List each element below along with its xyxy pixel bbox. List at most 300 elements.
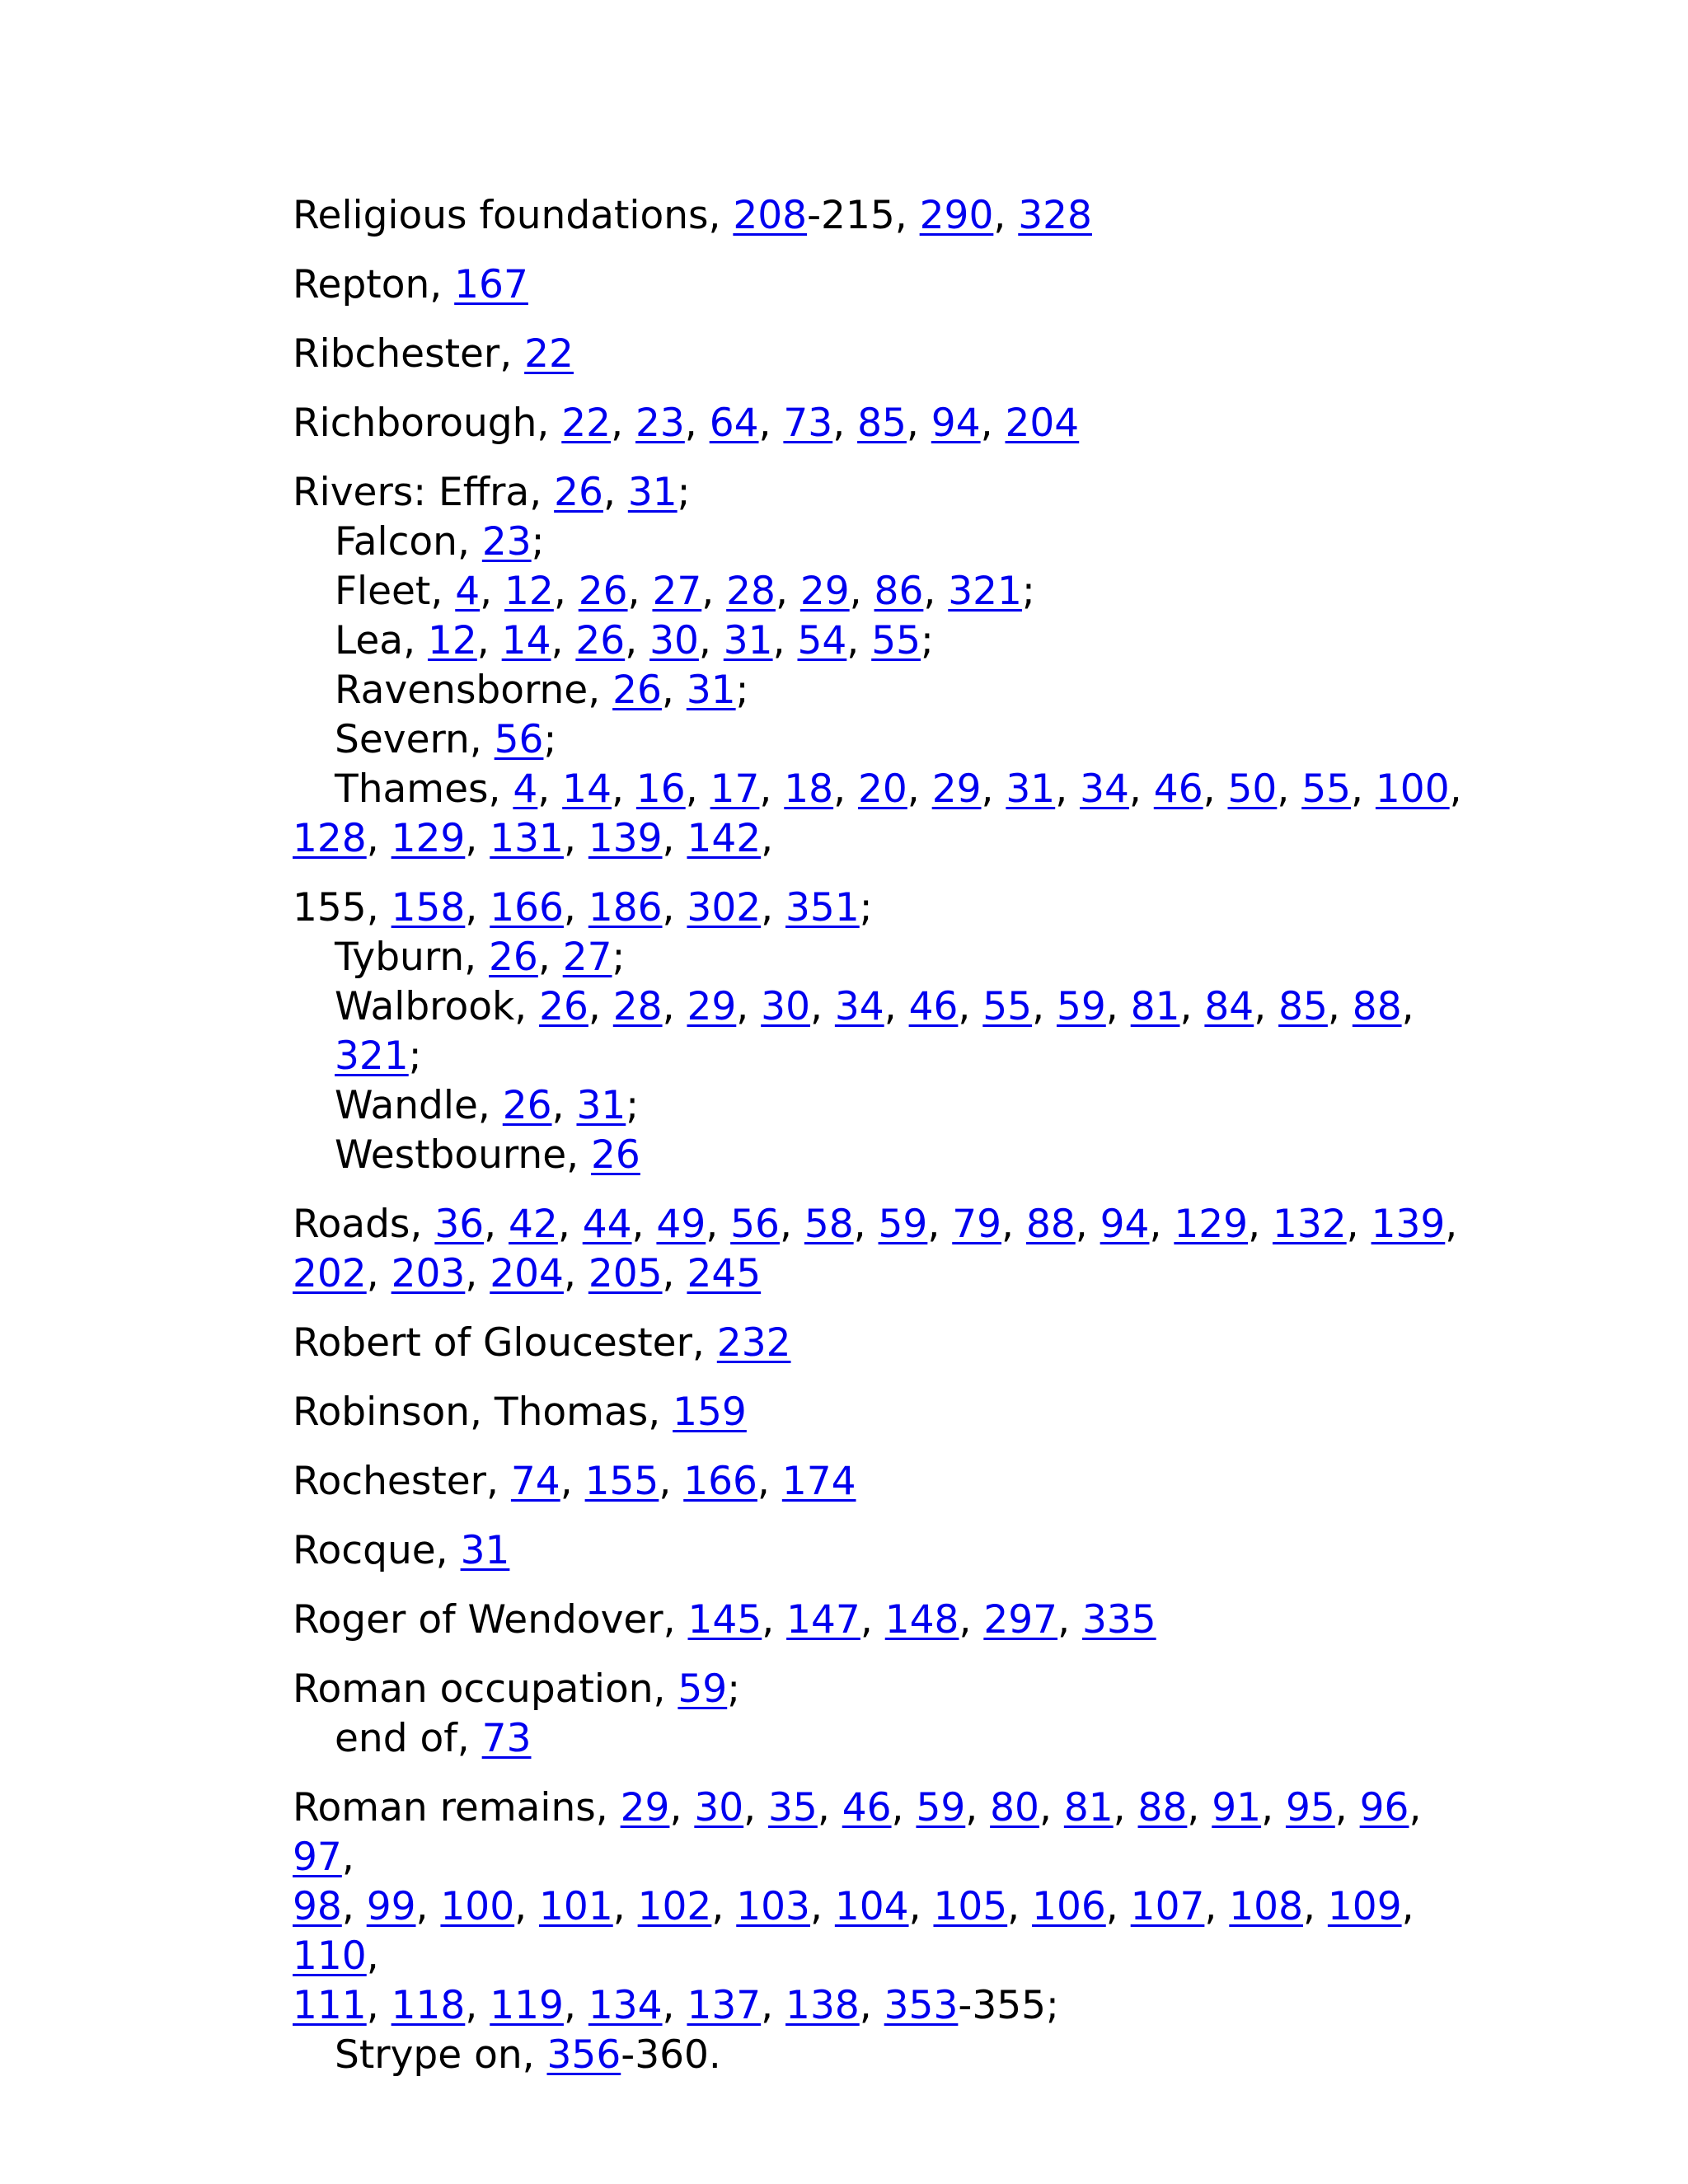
page-number-link[interactable]: 96 [1359, 1785, 1409, 1830]
index-text: , [514, 1884, 540, 1929]
index-text: , [484, 1202, 509, 1247]
page-number-link[interactable]: 356 [546, 2032, 621, 2078]
page-number-link[interactable]: 31 [686, 668, 736, 713]
index-text: , [627, 569, 653, 614]
page-number-link[interactable]: 50 [1227, 766, 1278, 812]
page-number-link[interactable]: 86 [874, 569, 924, 614]
page-number-link[interactable]: 328 [1018, 193, 1092, 238]
index-text: , [563, 816, 588, 861]
index-text: -355; [958, 1983, 1059, 2028]
page-number-link[interactable]: 28 [612, 984, 663, 1029]
index-text: , [1001, 1202, 1026, 1247]
index-text: ; [727, 1666, 741, 1712]
page-number-link[interactable]: 84 [1204, 984, 1254, 1029]
index-subentry-line [293, 518, 545, 567]
page-number-link[interactable]: 26 [489, 935, 538, 980]
index-text: Religious foundations, [293, 193, 734, 238]
page-number-link[interactable]: 55 [871, 618, 921, 663]
index-subentry-line [293, 2031, 721, 2080]
index-text: , [366, 1251, 392, 1296]
index-text: Walbrook, [335, 984, 540, 1029]
page-number-link[interactable]: 85 [1278, 984, 1328, 1029]
page-number-link[interactable]: 128 [293, 816, 367, 861]
index-text: , [684, 401, 710, 446]
page-number-link[interactable]: 30 [694, 1785, 744, 1830]
index-text: , [1039, 1785, 1064, 1830]
index-text: , [1401, 984, 1414, 1029]
page-number-link[interactable]: 81 [1130, 984, 1180, 1029]
index-entry [293, 330, 1471, 379]
index-text: , [965, 1785, 991, 1830]
index-subentry-line [293, 666, 748, 715]
index-text: Rocque, [293, 1528, 461, 1573]
page-number-link[interactable]: 29 [687, 984, 737, 1029]
page-number-link[interactable]: 59 [916, 1785, 966, 1830]
page-number-link[interactable]: 26 [612, 668, 662, 713]
index-text: Westbourne, [335, 1132, 592, 1178]
index-text: , [1334, 1785, 1360, 1830]
index-text: , [662, 816, 687, 861]
index-text: , [980, 401, 1006, 446]
page-number-link[interactable]: 26 [502, 1083, 552, 1128]
page-number-link[interactable]: 22 [561, 401, 612, 446]
index-text: Robert of Gloucester, [293, 1320, 717, 1366]
index-text: , [1351, 766, 1376, 812]
page-number-link[interactable]: 64 [709, 401, 759, 446]
page-number-link[interactable]: 31 [460, 1528, 510, 1573]
page-number-link[interactable]: 166 [490, 885, 564, 930]
page-number-link[interactable]: 131 [490, 816, 564, 861]
index-text: , [341, 1835, 354, 1880]
page-number-link[interactable]: 101 [539, 1884, 613, 1929]
page-number-link[interactable]: 26 [539, 984, 588, 1029]
page-number-link[interactable]: 351 [785, 885, 860, 930]
page-number-link[interactable]: 202 [293, 1251, 367, 1296]
index-text: , [1057, 1597, 1082, 1643]
page-number-link[interactable]: 98 [293, 1884, 342, 1929]
page-number-link[interactable]: 26 [591, 1132, 640, 1178]
page-number-link[interactable]: 106 [1032, 1884, 1106, 1929]
index-text: , [761, 816, 774, 861]
page-number-link[interactable]: 321 [948, 569, 1022, 614]
index-text: , [891, 1785, 917, 1830]
index-entry [293, 1200, 1471, 1299]
page-number-link[interactable]: 111 [293, 1983, 367, 2028]
index-subentry-line [293, 1131, 640, 1180]
index-text: -360. [621, 2032, 721, 2078]
index-text: , [465, 885, 490, 930]
page-number-link[interactable]: 55 [982, 984, 1033, 1029]
index-subentry-line [293, 933, 625, 982]
page-number-link[interactable]: 100 [440, 1884, 515, 1929]
page-number-link[interactable]: 31 [576, 1083, 626, 1128]
index-entry [293, 1319, 1471, 1368]
index-text: , [685, 766, 710, 812]
page-number-link[interactable]: 46 [842, 1785, 892, 1830]
page-number-link[interactable]: 34 [834, 984, 884, 1029]
index-text: , [779, 1202, 804, 1247]
index-subentry-line [293, 1714, 531, 1764]
page-number-link[interactable]: 97 [293, 1835, 342, 1880]
index-text: , [537, 935, 563, 980]
index-text: Roger of Wendover, [293, 1597, 688, 1643]
index-text: , [560, 1459, 585, 1504]
page-number-link[interactable]: 26 [578, 569, 628, 614]
page-number-link[interactable]: 59 [1056, 984, 1106, 1029]
index-entry-line [293, 1320, 791, 1366]
page-number-link[interactable]: 30 [649, 618, 699, 663]
index-text: , [706, 1202, 731, 1247]
page-number-link[interactable]: 139 [1371, 1202, 1446, 1247]
page-number-link[interactable]: 94 [1100, 1202, 1150, 1247]
index-text: , [1105, 1884, 1131, 1929]
page-number-link[interactable]: 129 [1174, 1202, 1249, 1247]
page-number-link[interactable]: 335 [1081, 1597, 1156, 1643]
page-number-link[interactable]: 17 [710, 766, 760, 812]
index-entry-line [293, 1983, 1059, 2028]
index-text: , [612, 1884, 638, 1929]
index-text: , [1075, 1202, 1100, 1247]
index-text: , [465, 816, 490, 861]
index-text: Roman remains, [293, 1785, 621, 1830]
page-number-link[interactable]: 29 [620, 1785, 670, 1830]
page-number-link[interactable]: 85 [857, 401, 907, 446]
page-number-link[interactable]: 142 [687, 816, 762, 861]
page-number-link[interactable]: 36 [434, 1202, 485, 1247]
index-text: Tyburn, [335, 935, 489, 980]
page-number-link[interactable]: 158 [391, 885, 466, 930]
index-text: , [1449, 766, 1462, 812]
page-number-link[interactable]: 204 [490, 1251, 564, 1296]
index-entry [293, 883, 1471, 1180]
index-text: ; [531, 519, 545, 565]
index-text: ; [859, 885, 873, 930]
index-text: , [631, 1202, 657, 1247]
page-number-link[interactable]: 155 [584, 1459, 659, 1504]
index-text: Thames, [335, 766, 513, 812]
index-text: , [809, 984, 835, 1029]
page-number-link[interactable]: 59 [678, 1666, 728, 1712]
page-number-link[interactable]: 353 [884, 1983, 959, 2028]
index-text: , [1248, 1202, 1273, 1247]
index-subentry-line [293, 1081, 639, 1131]
index-entry-line [293, 1251, 761, 1296]
index-entry [293, 1388, 1471, 1437]
page-number-link[interactable]: 110 [293, 1933, 367, 1979]
page-number-link[interactable]: 54 [797, 618, 847, 663]
page-number-link[interactable]: 12 [504, 569, 554, 614]
page-number-link[interactable]: 31 [627, 470, 678, 515]
page-number-link[interactable]: 34 [1080, 766, 1129, 812]
index-entry-line [293, 262, 528, 307]
page-number-link[interactable]: 118 [391, 1983, 466, 2028]
index-text: -215, [807, 193, 920, 238]
page-number-link[interactable]: 88 [1352, 984, 1402, 1029]
page-number-link[interactable]: 30 [761, 984, 810, 1029]
page-number-link[interactable]: 88 [1025, 1202, 1076, 1247]
page-number-link[interactable]: 109 [1327, 1884, 1402, 1929]
index-text: , [1007, 1884, 1033, 1929]
index-text: , [1128, 766, 1154, 812]
index-text: , [853, 1202, 879, 1247]
page-number-link[interactable]: 103 [736, 1884, 810, 1929]
page-number-link[interactable]: 102 [637, 1884, 712, 1929]
page-number-link[interactable]: 31 [1006, 766, 1056, 812]
page-number-link[interactable]: 74 [510, 1459, 560, 1504]
page-number-link[interactable]: 208 [733, 193, 808, 238]
index-text: , [711, 1884, 737, 1929]
index-text: , [537, 766, 563, 812]
index-entry-line [293, 1528, 509, 1573]
index-text: , [1149, 1202, 1175, 1247]
index-text: , [736, 984, 762, 1029]
index-text: , [906, 401, 931, 446]
page-number-link[interactable]: 105 [933, 1884, 1008, 1929]
page-number-link[interactable]: 4 [455, 569, 481, 614]
page-number-link[interactable]: 22 [524, 331, 574, 377]
page-number-link[interactable]: 73 [481, 1716, 532, 1761]
index-text: , [743, 1785, 769, 1830]
page-number-link[interactable]: 42 [509, 1202, 558, 1247]
index-text: ; [626, 1083, 640, 1128]
index-subentry-line [293, 982, 1471, 1081]
page-number-link[interactable]: 49 [656, 1202, 706, 1247]
page-number-link[interactable]: 107 [1130, 1884, 1205, 1929]
index-text: , [859, 1983, 884, 2028]
page-number-link[interactable]: 44 [582, 1202, 632, 1247]
index-text: , [1179, 984, 1205, 1029]
index-entry-line [293, 1597, 1156, 1643]
page-number-link[interactable]: 28 [726, 569, 776, 614]
page-number-link[interactable]: 132 [1272, 1202, 1347, 1247]
page-number-link[interactable]: 129 [391, 816, 466, 861]
index-text: Fleet, [335, 569, 456, 614]
index-entry [293, 1783, 1471, 2080]
index-text: , [849, 569, 874, 614]
page-number-link[interactable]: 204 [1005, 401, 1080, 446]
index-text: , [625, 618, 650, 663]
index-text: , [611, 401, 635, 446]
page-number-link[interactable]: 139 [588, 816, 663, 861]
index-text: , [415, 1884, 441, 1929]
index-text: , [551, 1083, 577, 1128]
index-text: , [1401, 1884, 1414, 1929]
page-number-link[interactable]: 27 [562, 935, 612, 980]
index-text: , [1303, 1884, 1328, 1929]
page-number-link[interactable]: 20 [857, 766, 907, 812]
page-number-link[interactable]: 148 [884, 1597, 959, 1643]
page-number-link[interactable]: 26 [575, 618, 626, 663]
index-entry [293, 191, 1471, 241]
page-number-link[interactable]: 147 [786, 1597, 860, 1643]
index-text: , [1409, 1785, 1422, 1830]
page-number-link[interactable]: 166 [683, 1459, 757, 1504]
index-text: ; [408, 1033, 422, 1079]
page-number-link[interactable]: 14 [501, 618, 551, 663]
page-number-link[interactable]: 99 [366, 1884, 416, 1929]
page-number-link[interactable]: 23 [481, 519, 532, 565]
page-number-link[interactable]: 55 [1301, 766, 1352, 812]
page-number-link[interactable]: 79 [952, 1202, 1002, 1247]
page-number-link[interactable]: 46 [1153, 766, 1203, 812]
index-text: Strype on, [335, 2032, 547, 2078]
page-number-link[interactable]: 134 [588, 1983, 663, 2028]
index-text: , [366, 816, 392, 861]
index-text: , [662, 984, 687, 1029]
index-text: Lea, [335, 618, 428, 663]
index-text: , [659, 1459, 684, 1504]
page-number-link[interactable]: 119 [490, 1983, 564, 2028]
index-text: , [563, 1251, 588, 1296]
index-text: , [465, 1251, 490, 1296]
index-text: , [611, 766, 636, 812]
page-number-link[interactable]: 16 [635, 766, 686, 812]
page-number-link[interactable]: 56 [494, 717, 544, 762]
page-number-link[interactable]: 297 [983, 1597, 1058, 1643]
page-number-link[interactable]: 138 [785, 1983, 860, 2028]
page-number-link[interactable]: 35 [768, 1785, 818, 1830]
index-entry [293, 1457, 1471, 1507]
page-number-link[interactable]: 23 [635, 401, 685, 446]
page-number-link[interactable]: 81 [1063, 1785, 1114, 1830]
index-entry-line [293, 1390, 747, 1435]
page-number-link[interactable]: 203 [391, 1251, 466, 1296]
page-number-link[interactable]: 59 [878, 1202, 928, 1247]
index-text: , [761, 885, 786, 930]
index-text: , [1032, 984, 1057, 1029]
index-subentry-line [293, 567, 1035, 616]
page-number-link[interactable]: 94 [931, 401, 981, 446]
index-text: ; [543, 717, 557, 762]
index-text: , [832, 401, 858, 446]
index-text: , [846, 618, 872, 663]
page-number-link[interactable]: 58 [804, 1202, 854, 1247]
index-text: , [669, 1785, 695, 1830]
index-text: , [480, 569, 505, 614]
page-number-link[interactable]: 4 [513, 766, 538, 812]
page-number-link[interactable]: 100 [1375, 766, 1450, 812]
page-number-link[interactable]: 26 [554, 470, 603, 515]
page-number-link[interactable]: 104 [834, 1884, 909, 1929]
page-number-link[interactable]: 205 [588, 1251, 663, 1296]
index-text: Rochester, [293, 1459, 511, 1504]
page-number-link[interactable]: 137 [687, 1983, 762, 2028]
index-text: Severn, [335, 717, 495, 762]
index-text: , [366, 1983, 392, 2028]
index-text: , [662, 1983, 687, 2028]
index-text: , [1346, 1202, 1372, 1247]
page-number-link[interactable]: 174 [781, 1459, 856, 1504]
index-text: Roads, [293, 1202, 435, 1247]
index-entry [293, 468, 1471, 864]
index-text: , [563, 1983, 588, 2028]
index-text: , [860, 1597, 885, 1643]
index-text: , [341, 1884, 367, 1929]
index-text: , [1055, 766, 1081, 812]
page-number-link[interactable]: 91 [1212, 1785, 1262, 1830]
index-text: ; [921, 618, 934, 663]
page-number-link[interactable]: 95 [1285, 1785, 1335, 1830]
page-number-link[interactable]: 321 [335, 1033, 409, 1079]
page-number-link[interactable]: 27 [652, 569, 702, 614]
index-text: Falcon, [335, 519, 482, 565]
index-text: , [603, 470, 628, 515]
index-text: , [1277, 766, 1302, 812]
index-text: Ravensborne, [335, 668, 613, 713]
page-number-link[interactable]: 245 [687, 1251, 762, 1296]
page-number-link[interactable]: 159 [673, 1390, 747, 1435]
index-text: , [762, 1597, 787, 1643]
page-number-link[interactable]: 167 [454, 262, 528, 307]
index-text: , [465, 1983, 490, 2028]
index-text: end of, [335, 1716, 482, 1761]
index-text: , [662, 885, 687, 930]
page-number-link[interactable]: 88 [1137, 1785, 1188, 1830]
index-text: , [775, 569, 800, 614]
page-number-link[interactable]: 108 [1229, 1884, 1303, 1929]
page-number-link[interactable]: 29 [799, 569, 850, 614]
index-entry-line [293, 193, 1092, 238]
index-text: ; [1021, 569, 1035, 614]
index-text: , [757, 1459, 782, 1504]
index-text: Richborough, [293, 401, 562, 446]
index-text: , [588, 984, 613, 1029]
index-entry-line [293, 1459, 856, 1504]
page-number-link[interactable]: 56 [730, 1202, 780, 1247]
page-number-link[interactable]: 18 [784, 766, 834, 812]
index-text: , [557, 1202, 583, 1247]
index-entry-line [293, 816, 773, 861]
index-text: , [1327, 984, 1353, 1029]
index-entry-line [293, 1884, 1414, 1979]
page-number-link[interactable]: 29 [931, 766, 982, 812]
index-text: ; [735, 668, 749, 713]
index-text: , [907, 766, 932, 812]
index-text: , [993, 193, 1019, 238]
index-text: , [661, 668, 687, 713]
index-text: ; [677, 470, 691, 515]
page-number-link[interactable]: 232 [716, 1320, 791, 1366]
page-number-link[interactable]: 145 [687, 1597, 762, 1643]
page-number-link[interactable]: 290 [919, 193, 994, 238]
index-entry-line [293, 470, 690, 515]
page-number-link[interactable]: 12 [427, 618, 477, 663]
index-entry [293, 399, 1471, 448]
page-number-link[interactable]: 31 [723, 618, 773, 663]
page-number-link[interactable]: 14 [562, 766, 612, 812]
index-text: Wandle, [335, 1083, 503, 1128]
page-number-link[interactable]: 302 [687, 885, 762, 930]
index-text: , [701, 569, 727, 614]
index-entry-line [293, 1202, 1457, 1247]
index-text: Roman occupation, [293, 1666, 678, 1712]
index-subentry-line [293, 616, 934, 666]
index-subentry-line [293, 765, 1462, 814]
page-number-link[interactable]: 80 [990, 1785, 1039, 1830]
index-text: , [908, 1884, 934, 1929]
index-text: , [662, 1251, 687, 1296]
index-text: , [1105, 984, 1131, 1029]
page-number-link[interactable]: 73 [783, 401, 833, 446]
index-text: 155, [293, 885, 392, 930]
page-number-link[interactable]: 46 [908, 984, 959, 1029]
index-entry-line [293, 1785, 1421, 1880]
index-text: , [958, 984, 983, 1029]
page-number-link[interactable]: 186 [588, 885, 663, 930]
index-text: , [761, 1983, 786, 2028]
index-entry-line [293, 1666, 740, 1712]
index-page [293, 191, 1471, 2100]
